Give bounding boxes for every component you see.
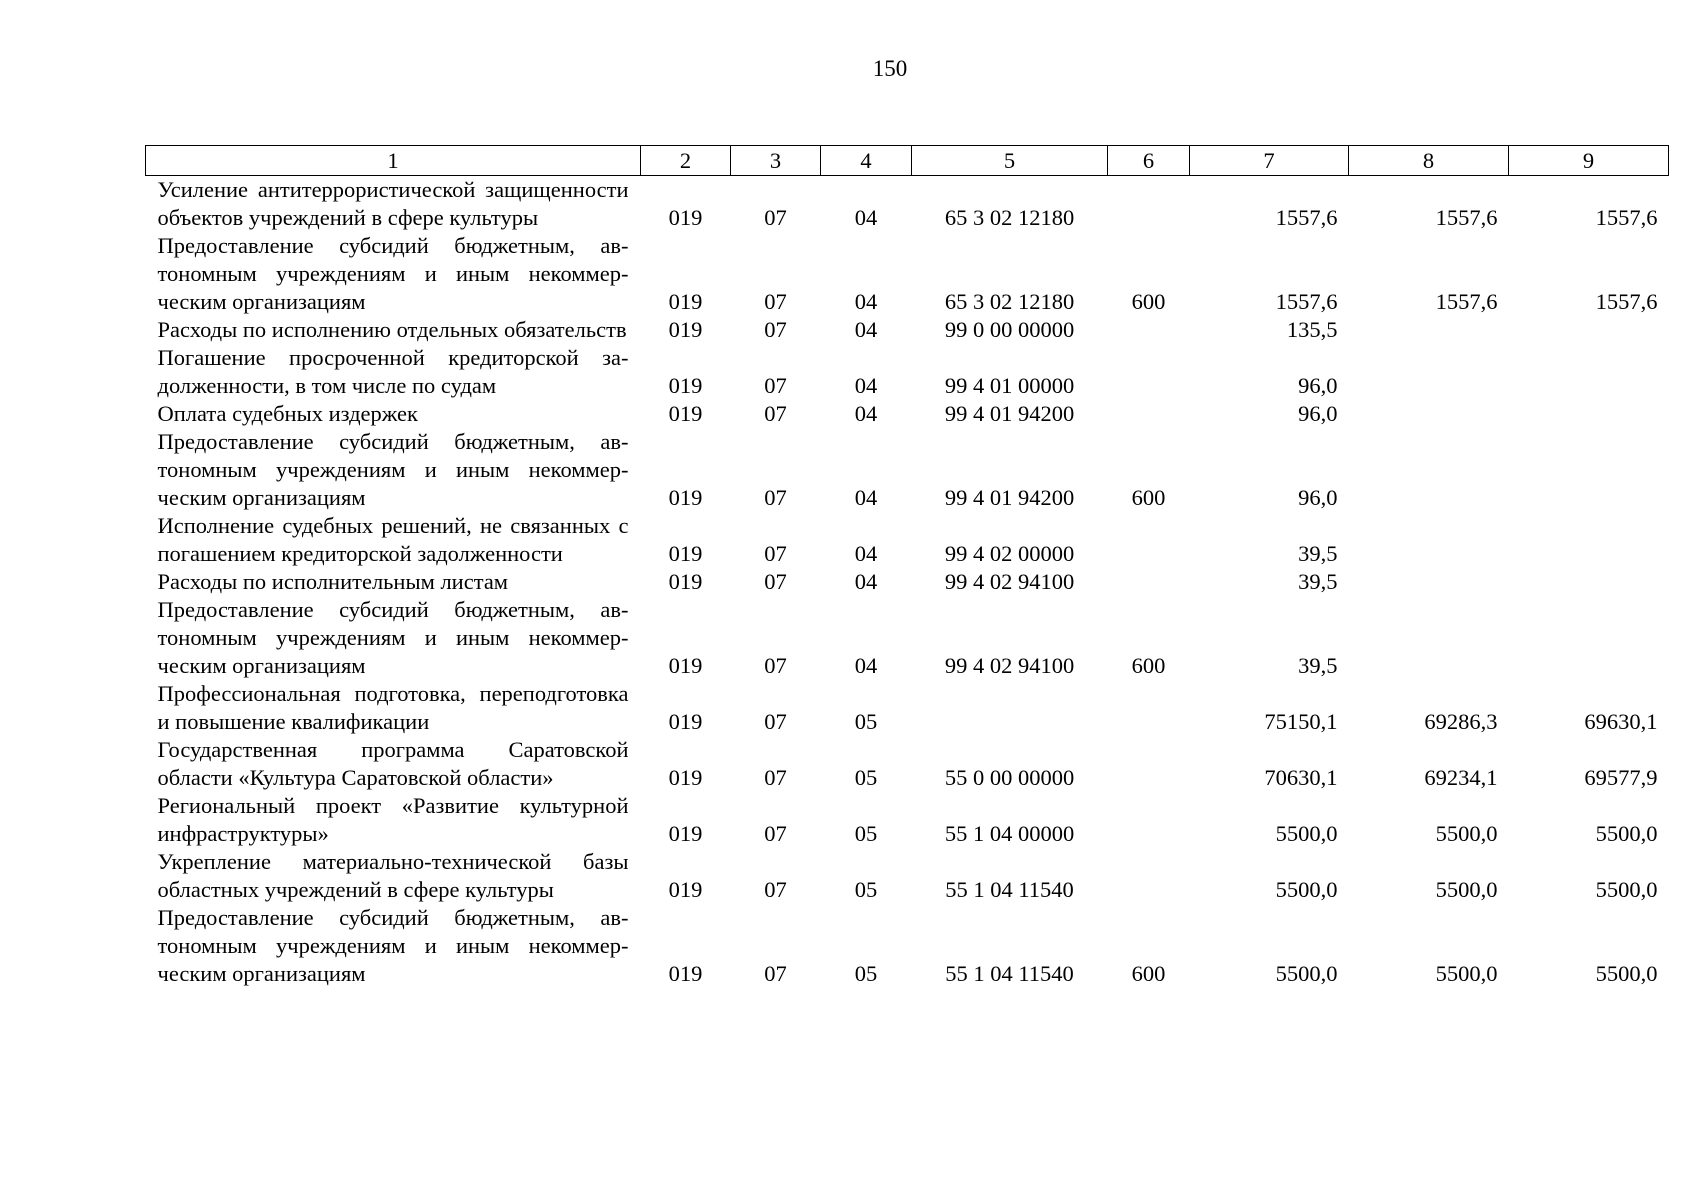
column-header: 1: [146, 146, 641, 176]
row-name: Региональный проект «Развитие культурной инфраструктуры»: [157, 793, 629, 846]
cell-section: 07: [764, 485, 787, 510]
cell-ministry-code: 019: [668, 485, 703, 510]
row-name: Усиление антитеррористической защищенности объектов учреждений в сфере культуры: [157, 177, 629, 230]
cell-expense-type: [1108, 512, 1190, 568]
cell-amount-col7: 1557,6: [1275, 205, 1338, 230]
cell-amount-col8: 1557,6: [1435, 289, 1498, 314]
cell-amount-col9: [1509, 596, 1669, 680]
cell-amount-col8: 5500,0: [1435, 961, 1498, 986]
cell-ministry-code: 019: [668, 877, 703, 902]
cell-ministry-code: 019: [668, 289, 703, 314]
cell-expense-type: [1108, 736, 1190, 792]
table-body: [146, 176, 1669, 989]
row-name: Предоставление субсидий бюджетным, автономным учреждениям и иным некоммерческим организациям: [157, 233, 629, 314]
cell-subsection: 04: [854, 569, 878, 594]
cell-section: 07: [764, 877, 787, 902]
cell-expense-type: [1108, 176, 1190, 233]
table-row: [146, 512, 1669, 568]
cell-amount-col7: 39,5: [1298, 541, 1338, 566]
cell-expense-type: 600: [1131, 485, 1166, 510]
cell-section: 07: [764, 653, 787, 678]
cell-ministry-code: 019: [668, 317, 703, 342]
cell-subsection: 04: [854, 541, 878, 566]
table-row: [146, 344, 1669, 400]
row-name: Расходы по исполнению отдельных обязательств: [157, 317, 627, 342]
row-name: Укрепление материально-технической базы областных учреждений в сфере культуры: [157, 849, 629, 902]
cell-ministry-code: 019: [668, 373, 703, 398]
cell-target-article: 99 4 02 94100: [944, 653, 1075, 678]
cell-section: 07: [764, 289, 787, 314]
row-name: Предоставление субсидий бюджетным, автономным учреждениям и иным некоммерческим организациям: [157, 429, 629, 510]
cell-amount-col9: [1509, 316, 1669, 344]
cell-amount-col8: [1349, 568, 1509, 596]
table-row: [146, 400, 1669, 428]
cell-amount-col7: 39,5: [1298, 653, 1338, 678]
cell-subsection: 04: [854, 485, 878, 510]
cell-expense-type: [1108, 680, 1190, 736]
cell-section: 07: [764, 205, 787, 230]
cell-ministry-code: 019: [668, 205, 703, 230]
column-header: 7: [1190, 146, 1349, 176]
cell-target-article: 55 1 04 00000: [944, 821, 1075, 846]
row-name: Расходы по исполнительным листам: [157, 569, 509, 594]
cell-amount-col7: 96,0: [1298, 401, 1338, 426]
cell-subsection: 05: [854, 765, 878, 790]
table-row: [146, 428, 1669, 512]
cell-amount-col7: 70630,1: [1264, 765, 1338, 790]
table-row: [146, 232, 1669, 316]
cell-amount-col7: 5500,0: [1275, 821, 1338, 846]
cell-amount-col9: 69577,9: [1584, 765, 1658, 790]
table-row: [146, 316, 1669, 344]
cell-section: 07: [764, 317, 787, 342]
cell-section: 07: [764, 765, 787, 790]
cell-amount-col8: [1349, 428, 1509, 512]
cell-subsection: 04: [854, 373, 878, 398]
cell-section: 07: [764, 961, 787, 986]
cell-target-article: 65 3 02 12180: [944, 289, 1075, 314]
row-name: Государственная программа Саратовской области «Культура Саратовской области»: [157, 737, 629, 790]
cell-target-article: 99 4 01 94200: [944, 485, 1075, 510]
column-header: 6: [1108, 146, 1190, 176]
cell-target-article: 55 1 04 11540: [945, 877, 1074, 902]
cell-amount-col8: 69286,3: [1424, 709, 1498, 734]
cell-amount-col8: 5500,0: [1435, 877, 1498, 902]
table-row: [146, 568, 1669, 596]
cell-expense-type: [1108, 400, 1190, 428]
cell-ministry-code: 019: [668, 709, 703, 734]
cell-amount-col8: [1349, 512, 1509, 568]
table-row: [146, 596, 1669, 680]
cell-ministry-code: 019: [668, 653, 703, 678]
cell-amount-col9: [1509, 400, 1669, 428]
cell-target-article: 99 0 00 00000: [944, 317, 1075, 342]
cell-amount-col8: 69234,1: [1424, 765, 1498, 790]
cell-subsection: 04: [854, 289, 878, 314]
cell-amount-col9: [1509, 428, 1669, 512]
cell-expense-type: 600: [1131, 289, 1166, 314]
row-name: Предоставление субсидий бюджетным, автономным учреждениям и иным некоммерческим организациям: [157, 905, 629, 986]
column-header: 5: [912, 146, 1108, 176]
cell-ministry-code: 019: [668, 765, 703, 790]
table-row: [146, 904, 1669, 988]
cell-amount-col8: [1349, 400, 1509, 428]
cell-amount-col7: 135,5: [1286, 317, 1338, 342]
table-row: [146, 792, 1669, 848]
cell-target-article: 65 3 02 12180: [944, 205, 1075, 230]
cell-ministry-code: 019: [668, 401, 703, 426]
cell-expense-type: 600: [1131, 653, 1166, 678]
cell-amount-col9: [1509, 512, 1669, 568]
cell-section: 07: [764, 401, 787, 426]
cell-target-article: 99 4 02 00000: [944, 541, 1075, 566]
cell-ministry-code: 019: [668, 821, 703, 846]
header-row: [146, 146, 1669, 176]
column-header: 3: [731, 146, 821, 176]
cell-target-article: 99 4 01 94200: [944, 401, 1075, 426]
cell-amount-col8: [1349, 316, 1509, 344]
row-name: Предоставление субсидий бюджетным, автономным учреждениям и иным некоммерческим организациям: [157, 597, 629, 678]
cell-section: 07: [764, 821, 787, 846]
row-name: Исполнение судебных решений, не связанных с погашением кредиторской задолженности: [157, 513, 629, 566]
cell-amount-col9: [1509, 568, 1669, 596]
cell-target-article: 55 1 04 11540: [945, 961, 1074, 986]
cell-section: 07: [764, 569, 787, 594]
cell-subsection: 04: [854, 401, 878, 426]
cell-amount-col7: 39,5: [1298, 569, 1338, 594]
cell-amount-col7: 5500,0: [1275, 961, 1338, 986]
cell-amount-col9: 1557,6: [1595, 205, 1658, 230]
table-row: [146, 176, 1669, 233]
cell-expense-type: [1108, 568, 1190, 596]
cell-amount-col8: 1557,6: [1435, 205, 1498, 230]
cell-amount-col7: 96,0: [1298, 373, 1338, 398]
column-header: 9: [1509, 146, 1669, 176]
cell-subsection: 05: [854, 961, 878, 986]
cell-target-article: [912, 680, 1108, 736]
cell-section: 07: [764, 373, 787, 398]
cell-target-article: 55 0 00 00000: [944, 765, 1075, 790]
cell-amount-col9: 5500,0: [1595, 877, 1658, 902]
cell-ministry-code: 019: [668, 541, 703, 566]
table-row: [146, 848, 1669, 904]
cell-amount-col7: 5500,0: [1275, 877, 1338, 902]
row-name: Профессиональная подготовка, переподготовка и повышение квалификации: [157, 681, 629, 734]
cell-subsection: 05: [854, 709, 878, 734]
cell-amount-col8: 5500,0: [1435, 821, 1498, 846]
cell-ministry-code: 019: [668, 961, 703, 986]
cell-subsection: 05: [854, 877, 878, 902]
cell-amount-col7: 75150,1: [1264, 709, 1338, 734]
cell-amount-col9: [1509, 344, 1669, 400]
table-row: [146, 736, 1669, 792]
cell-amount-col8: [1349, 344, 1509, 400]
cell-amount-col9: 5500,0: [1595, 961, 1658, 986]
cell-expense-type: [1108, 848, 1190, 904]
row-name: Погашение просроченной кредиторской задолженности, в том числе по судам: [157, 345, 629, 398]
cell-target-article: 99 4 01 00000: [944, 373, 1075, 398]
cell-expense-type: 600: [1131, 961, 1166, 986]
cell-amount-col9: 5500,0: [1595, 821, 1658, 846]
cell-ministry-code: 019: [668, 569, 703, 594]
cell-amount-col8: [1349, 596, 1509, 680]
cell-amount-col9: 1557,6: [1595, 289, 1658, 314]
cell-section: 07: [764, 709, 787, 734]
cell-subsection: 05: [854, 821, 878, 846]
cell-expense-type: [1108, 792, 1190, 848]
cell-expense-type: [1108, 344, 1190, 400]
budget-table: [145, 145, 1669, 988]
column-header: 4: [821, 146, 912, 176]
cell-subsection: 04: [854, 653, 878, 678]
cell-expense-type: [1108, 316, 1190, 344]
cell-section: 07: [764, 541, 787, 566]
table-row: [146, 680, 1669, 736]
column-header: 8: [1349, 146, 1509, 176]
column-header: 2: [641, 146, 731, 176]
cell-subsection: 04: [854, 317, 878, 342]
cell-subsection: 04: [854, 205, 878, 230]
cell-target-article: 99 4 02 94100: [944, 569, 1075, 594]
cell-amount-col7: 1557,6: [1275, 289, 1338, 314]
cell-amount-col9: 69630,1: [1584, 709, 1658, 734]
row-name: Оплата судебных издержек: [157, 401, 418, 426]
cell-amount-col7: 96,0: [1298, 485, 1338, 510]
page-number: 150: [872, 56, 908, 81]
